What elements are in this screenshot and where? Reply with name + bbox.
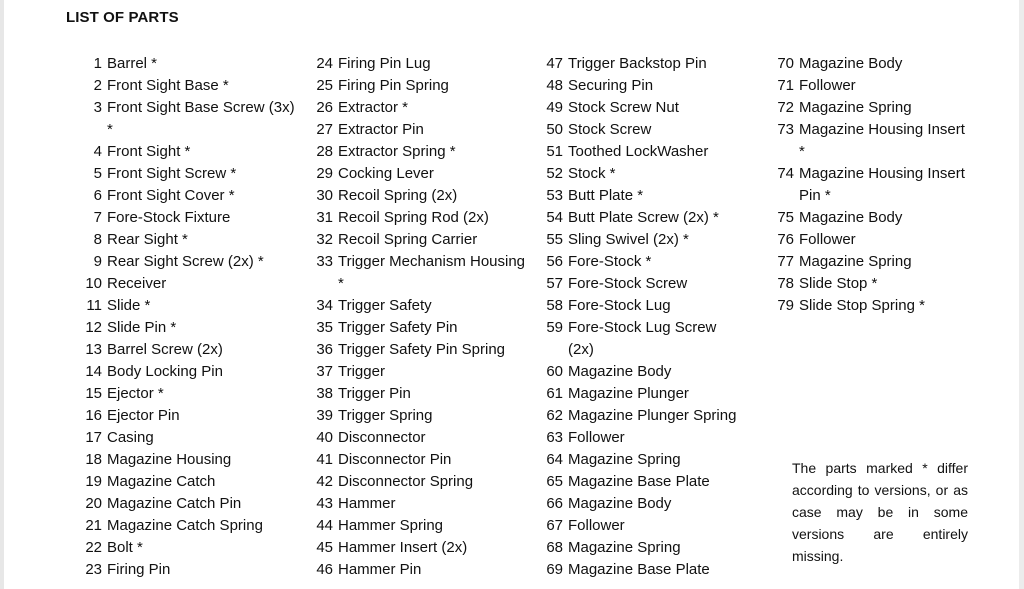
part-number: 43 xyxy=(316,495,333,512)
part-number: 11 xyxy=(86,297,102,314)
part-item xyxy=(302,119,534,141)
page-heading: LIST OF PARTS xyxy=(66,9,179,26)
part-item xyxy=(763,229,969,251)
parts-column-2 xyxy=(302,53,534,581)
part-number: 47 xyxy=(546,55,563,72)
part-name: Trigger Pin xyxy=(338,385,411,402)
part-name: Trigger Spring xyxy=(338,407,433,424)
part-number: 48 xyxy=(546,77,563,94)
part-item xyxy=(302,537,534,559)
part-name: Disconnector xyxy=(338,429,426,446)
part-name: Hammer Pin xyxy=(338,561,422,578)
part-number: 17 xyxy=(85,429,102,446)
part-item xyxy=(72,493,297,515)
part-number: 79 xyxy=(777,297,794,314)
part-name: Follower xyxy=(568,517,625,534)
part-item xyxy=(763,119,969,163)
part-item xyxy=(72,185,297,207)
part-name: Magazine Plunger Spring xyxy=(568,407,737,424)
part-item xyxy=(532,207,739,229)
part-item xyxy=(302,383,534,405)
part-item xyxy=(302,295,534,317)
part-name: Ejector * xyxy=(107,385,164,402)
part-number: 60 xyxy=(546,363,563,380)
part-number: 27 xyxy=(316,121,333,138)
part-number: 73 xyxy=(777,121,794,138)
part-item xyxy=(72,53,297,75)
part-number: 33 xyxy=(316,253,333,270)
part-name: Rear Sight Screw (2x) * xyxy=(107,253,264,270)
part-item xyxy=(532,273,739,295)
part-name: Bolt * xyxy=(107,539,143,556)
part-item xyxy=(302,53,534,75)
part-number: 35 xyxy=(316,319,333,336)
part-item xyxy=(302,361,534,383)
part-name: Butt Plate * xyxy=(568,187,644,204)
part-item xyxy=(532,97,739,119)
part-item xyxy=(302,229,534,251)
part-item xyxy=(302,515,534,537)
part-name: Magazine Body xyxy=(799,209,903,226)
part-number: 65 xyxy=(546,473,563,490)
part-name: Magazine Base Plate xyxy=(568,473,710,490)
part-number: 75 xyxy=(777,209,794,226)
part-number: 3 xyxy=(93,99,102,116)
part-item xyxy=(763,97,969,119)
part-item xyxy=(302,317,534,339)
part-name: Recoil Spring Carrier xyxy=(338,231,478,248)
part-item xyxy=(72,163,297,185)
part-number: 6 xyxy=(93,187,102,204)
part-number: 63 xyxy=(546,429,563,446)
part-number: 2 xyxy=(93,77,102,94)
part-name: Front Sight Cover * xyxy=(107,187,235,204)
part-item xyxy=(532,229,739,251)
part-item xyxy=(763,295,969,317)
part-number: 12 xyxy=(85,319,102,336)
part-name: Fore-Stock Lug Screw (2x) xyxy=(568,319,717,358)
part-item xyxy=(532,119,739,141)
part-number: 57 xyxy=(546,275,563,292)
part-name: Follower xyxy=(799,77,856,94)
part-number: 23 xyxy=(85,561,102,578)
part-number: 19 xyxy=(85,473,102,490)
part-item xyxy=(532,515,739,537)
part-name: Extractor * xyxy=(338,99,409,116)
part-item xyxy=(72,559,297,581)
part-name: Trigger xyxy=(338,363,385,380)
part-number: 55 xyxy=(546,231,563,248)
part-item xyxy=(72,515,297,537)
part-item xyxy=(763,75,969,97)
part-item xyxy=(72,141,297,163)
part-number: 30 xyxy=(316,187,333,204)
part-name: Disconnector Pin xyxy=(338,451,452,468)
part-name: Front Sight Base * xyxy=(107,77,229,94)
part-number: 76 xyxy=(777,231,794,248)
part-number: 24 xyxy=(316,55,333,72)
part-item xyxy=(532,405,739,427)
part-number: 51 xyxy=(546,143,563,160)
part-name: Magazine Body xyxy=(799,55,903,72)
part-item xyxy=(302,427,534,449)
part-number: 10 xyxy=(85,275,102,292)
part-item xyxy=(302,405,534,427)
part-name: Fore-Stock Lug xyxy=(568,297,671,314)
part-number: 70 xyxy=(777,55,794,72)
part-name: Hammer Insert (2x) xyxy=(338,539,468,556)
part-name: Magazine Catch Spring xyxy=(107,517,263,534)
part-number: 20 xyxy=(85,495,102,512)
parts-column-4 xyxy=(763,53,969,317)
part-number: 58 xyxy=(546,297,563,314)
part-name: Firing Pin xyxy=(107,561,171,578)
part-number: 14 xyxy=(85,363,102,380)
part-item xyxy=(302,339,534,361)
part-name: Trigger Safety xyxy=(338,297,432,314)
part-item xyxy=(763,53,969,75)
part-number: 45 xyxy=(316,539,333,556)
part-item xyxy=(72,207,297,229)
part-name: Magazine Base Plate xyxy=(568,561,710,578)
part-name: Sling Swivel (2x) * xyxy=(568,231,689,248)
part-name: Magazine Housing Insert * xyxy=(799,121,965,160)
part-number: 78 xyxy=(777,275,794,292)
part-item xyxy=(302,141,534,163)
part-number: 18 xyxy=(85,451,102,468)
part-name: Trigger Safety Pin xyxy=(338,319,458,336)
part-item xyxy=(72,383,297,405)
part-item xyxy=(532,383,739,405)
part-name: Follower xyxy=(568,429,625,446)
part-item xyxy=(302,493,534,515)
part-number: 56 xyxy=(546,253,563,270)
part-item xyxy=(72,229,297,251)
part-number: 15 xyxy=(85,385,102,402)
part-number: 22 xyxy=(85,539,102,556)
part-number: 28 xyxy=(316,143,333,160)
part-number: 1 xyxy=(93,55,102,72)
part-number: 62 xyxy=(546,407,563,424)
part-item xyxy=(72,405,297,427)
part-number: 34 xyxy=(316,297,333,314)
part-number: 40 xyxy=(316,429,333,446)
part-item xyxy=(72,75,297,97)
part-item xyxy=(302,185,534,207)
part-name: Rear Sight * xyxy=(107,231,188,248)
part-name: Magazine Catch xyxy=(107,473,216,490)
part-name: Disconnector Spring xyxy=(338,473,474,490)
part-name: Fore-Stock Screw xyxy=(568,275,688,292)
parts-column-1 xyxy=(72,53,297,581)
part-name: Front Sight Base Screw (3x) * xyxy=(107,99,295,138)
part-name: Follower xyxy=(799,231,856,248)
part-item xyxy=(763,273,969,295)
part-number: 52 xyxy=(546,165,563,182)
part-number: 66 xyxy=(546,495,563,512)
part-number: 9 xyxy=(93,253,102,270)
part-number: 44 xyxy=(316,517,333,534)
part-number: 29 xyxy=(316,165,333,182)
part-item xyxy=(72,339,297,361)
part-name: Firing Pin Lug xyxy=(338,55,431,72)
part-name: Toothed LockWasher xyxy=(568,143,709,160)
part-number: 25 xyxy=(316,77,333,94)
part-name: Front Sight Screw * xyxy=(107,165,237,182)
part-item xyxy=(302,97,534,119)
part-name: Magazine Spring xyxy=(799,253,912,270)
part-number: 7 xyxy=(93,209,102,226)
part-name: Magazine Housing xyxy=(107,451,232,468)
part-number: 50 xyxy=(546,121,563,138)
part-name: Stock Screw xyxy=(568,121,652,138)
part-name: Magazine Spring xyxy=(568,451,681,468)
part-item xyxy=(72,449,297,471)
part-number: 64 xyxy=(546,451,563,468)
part-item xyxy=(532,141,739,163)
part-name: Extractor Spring * xyxy=(338,143,456,160)
part-item xyxy=(763,163,969,207)
part-item xyxy=(532,427,739,449)
part-item xyxy=(72,471,297,493)
page-edge-left xyxy=(0,0,4,589)
part-number: 4 xyxy=(93,143,102,160)
part-name: Trigger Safety Pin Spring xyxy=(338,341,506,358)
part-item xyxy=(532,251,739,273)
part-name: Magazine Housing Insert Pin * xyxy=(799,165,965,204)
part-item xyxy=(532,295,739,317)
part-item xyxy=(72,273,297,295)
part-number: 13 xyxy=(85,341,102,358)
part-number: 59 xyxy=(546,319,563,336)
part-name: Cocking Lever xyxy=(338,165,434,182)
part-number: 72 xyxy=(777,99,794,116)
part-number: 77 xyxy=(777,253,794,270)
part-item xyxy=(302,251,534,295)
part-name: Securing Pin xyxy=(568,77,654,94)
part-item xyxy=(532,449,739,471)
page-edge-right xyxy=(1019,0,1024,589)
part-name: Receiver xyxy=(107,275,167,292)
part-name: Slide Stop * xyxy=(799,275,878,292)
part-number: 39 xyxy=(316,407,333,424)
part-name: Slide * xyxy=(107,297,151,314)
part-name: Trigger Backstop Pin xyxy=(568,55,707,72)
part-name: Recoil Spring Rod (2x) xyxy=(338,209,489,226)
part-number: 71 xyxy=(777,77,794,94)
part-name: Barrel Screw (2x) xyxy=(107,341,223,358)
part-number: 8 xyxy=(93,231,102,248)
part-name: Slide Pin * xyxy=(107,319,177,336)
part-number: 46 xyxy=(316,561,333,578)
part-item xyxy=(302,163,534,185)
part-item xyxy=(532,493,739,515)
part-number: 37 xyxy=(316,363,333,380)
parts-column-3 xyxy=(532,53,739,581)
part-item xyxy=(302,471,534,493)
part-number: 42 xyxy=(316,473,333,490)
part-name: Hammer Spring xyxy=(338,517,444,534)
part-name: Magazine Spring xyxy=(799,99,912,116)
part-number: 38 xyxy=(316,385,333,402)
part-number: 69 xyxy=(546,561,563,578)
part-name: Casing xyxy=(107,429,154,446)
part-number: 41 xyxy=(316,451,333,468)
part-name: Magazine Catch Pin xyxy=(107,495,242,512)
part-number: 36 xyxy=(316,341,333,358)
part-item xyxy=(532,471,739,493)
part-number: 49 xyxy=(546,99,563,116)
part-name: Fore-Stock Fixture xyxy=(107,209,231,226)
part-item xyxy=(532,317,739,361)
part-item xyxy=(532,559,739,581)
part-number: 54 xyxy=(546,209,563,226)
part-name: Barrel * xyxy=(107,55,158,72)
part-number: 21 xyxy=(85,517,102,534)
part-name: Magazine Plunger xyxy=(568,385,689,402)
part-name: Recoil Spring (2x) xyxy=(338,187,458,204)
part-item xyxy=(532,75,739,97)
part-name: Front Sight * xyxy=(107,143,191,160)
part-item xyxy=(763,207,969,229)
part-name: Butt Plate Screw (2x) * xyxy=(568,209,719,226)
part-number: 26 xyxy=(316,99,333,116)
part-name: Extractor Pin xyxy=(338,121,424,138)
part-name: Fore-Stock * xyxy=(568,253,652,270)
part-number: 74 xyxy=(777,165,794,182)
part-item xyxy=(72,427,297,449)
part-item xyxy=(532,163,739,185)
part-name: Magazine Body xyxy=(568,363,672,380)
part-item xyxy=(302,207,534,229)
part-number: 16 xyxy=(85,407,102,424)
part-number: 61 xyxy=(546,385,563,402)
part-item xyxy=(532,185,739,207)
part-name: Stock * xyxy=(568,165,616,182)
part-item xyxy=(72,361,297,383)
part-number: 67 xyxy=(546,517,563,534)
part-item xyxy=(72,251,297,273)
part-item xyxy=(72,537,297,559)
part-name: Trigger Mechanism Housing * xyxy=(338,253,526,292)
part-item xyxy=(532,361,739,383)
part-item xyxy=(72,317,297,339)
part-name: Magazine Body xyxy=(568,495,672,512)
part-item xyxy=(763,251,969,273)
part-name: Hammer xyxy=(338,495,396,512)
part-name: Slide Stop Spring * xyxy=(799,297,925,314)
part-item xyxy=(302,559,534,581)
part-name: Stock Screw Nut xyxy=(568,99,679,116)
part-number: 32 xyxy=(316,231,333,248)
part-item xyxy=(532,537,739,559)
versions-note: The parts marked * differ according to versions, or as case may be in some versions are entirely missing. xyxy=(792,460,968,564)
part-name: Magazine Spring xyxy=(568,539,681,556)
part-number: 53 xyxy=(546,187,563,204)
part-item xyxy=(302,75,534,97)
part-number: 31 xyxy=(316,209,333,226)
part-item xyxy=(72,295,297,317)
part-number: 5 xyxy=(93,165,102,182)
part-item xyxy=(532,53,739,75)
part-name: Body Locking Pin xyxy=(107,363,223,380)
part-item xyxy=(302,449,534,471)
part-item xyxy=(72,97,297,141)
part-name: Ejector Pin xyxy=(107,407,180,424)
part-name: Firing Pin Spring xyxy=(338,77,449,94)
part-number: 68 xyxy=(546,539,563,556)
